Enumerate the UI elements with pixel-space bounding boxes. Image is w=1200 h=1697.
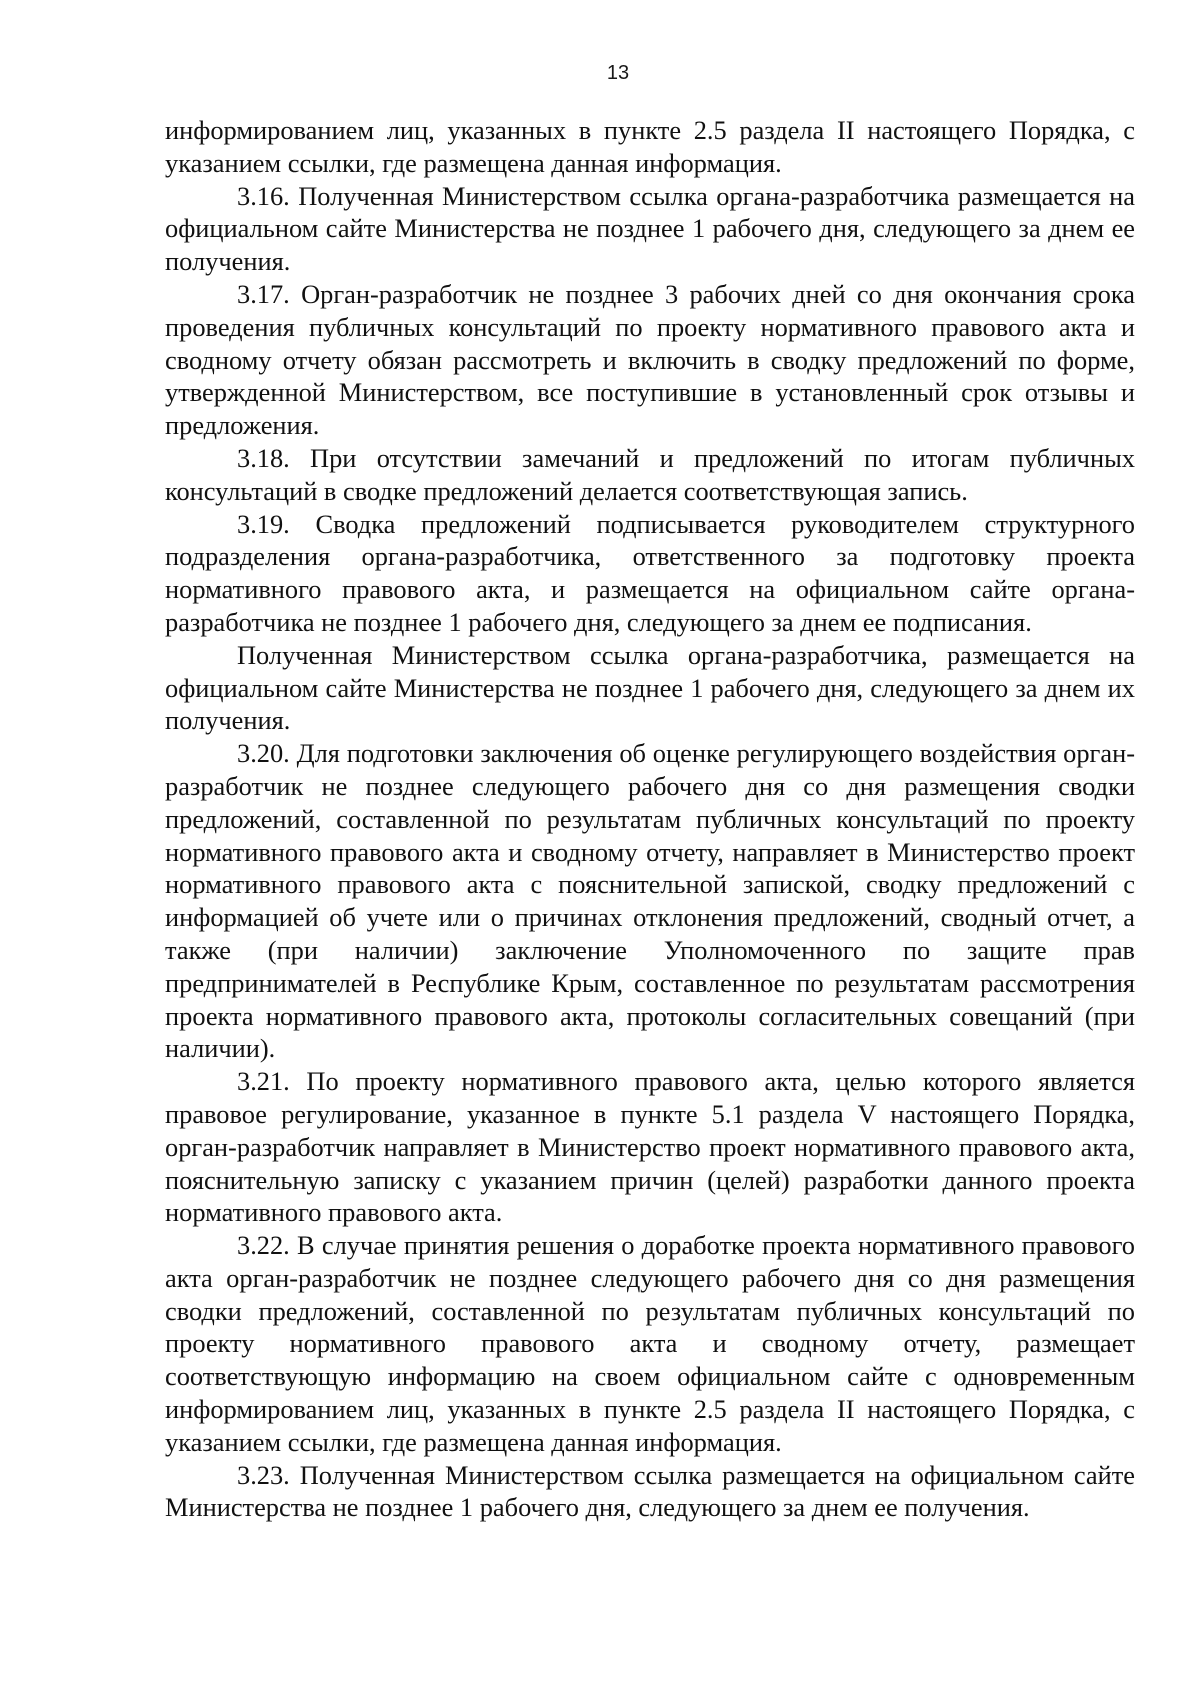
paragraph-3-22: 3.22. В случае принятия решения о доработке проекта нормативного правового акта орган-разработчик не позднее следующего рабочего дня со дня размещения сводки предложений, составленной по результатам публичных консультаций по проекту нормативного правового акта и сводному отчету, размещает соответствующую информацию на своем официальном сайте с одновременным информированием лиц, указанных в пункте 2.5 раздела II настоящего Порядка, с указанием ссылки, где размещена данная информация. [165, 1230, 1135, 1457]
paragraph-3-17: 3.17. Орган-разработчик не позднее 3 рабочих дней со дня окончания срока проведения публичных консультаций по проекту нормативного правового акта и сводному отчету обязан рассмотреть и включить в сводку предложений по форме, утвержденной Министерством, все поступившие в установленный срок отзывы и предложения. [165, 278, 1135, 441]
paragraph-3-19-link: Полученная Министерством ссылка органа-разработчика, размещается на официальном сайте Министерства не позднее 1 рабочего дня, следующего за днем их получения. [165, 639, 1135, 736]
paragraph-continuation: информированием лиц, указанных в пункте 2.5 раздела II настоящего Порядка, с указанием ссылки, где размещена данная информация. [165, 115, 1135, 178]
paragraph-3-23: 3.23. Полученная Министерством ссылка размещается на официальном сайте Министерства не позднее 1 рабочего дня, следующего за днем ее получения. [165, 1459, 1135, 1523]
paragraph-3-19: 3.19. Сводка предложений подписывается руководителем структурного подразделения органа-разработчика, ответственного за подготовку проекта нормативного правового акта, и размещается на официальном сайте органа-разработчика не позднее 1 рабочего дня, следующего за днем ее подписания. [165, 508, 1135, 637]
document-body [165, 114, 1135, 1524]
paragraph-3-21: 3.21. По проекту нормативного правового акта, целью которого является правовое регулирование, указанное в пункте 5.1 раздела V настоящего Порядка, орган-разработчик направляет в Министерство проект нормативного правового акта, пояснительную записку с указанием причин (целей) разработки данного проекта нормативного правового акта. [165, 1066, 1135, 1228]
page-number: 13 [606, 62, 630, 84]
paragraph-3-16: 3.16. Полученная Министерством ссылка органа-разработчика размещается на официальном сайте Министерства не позднее 1 рабочего дня, следующего за днем ее получения. [165, 180, 1135, 277]
paragraph-3-20: 3.20. Для подготовки заключения об оценке регулирующего воздействия орган-разработчик не позднее следующего рабочего дня со дня размещения сводки предложений, составленной по результатам публичных консультаций по проекту нормативного правового акта и сводному отчету, направляет в Министерство проект нормативного правового акта с пояснительной запиской, сводку предложений с информацией об учете или о причинах отклонения предложений, сводный отчет, а также (при наличии) заключение Уполномоченного по защите прав предпринимателей в Республике Крым, составленное по результатам рассмотрения проекта нормативного правового акта, протоколы согласительных совещаний (при наличии). [165, 738, 1135, 1064]
paragraph-3-18: 3.18. При отсутствии замечаний и предложений по итогам публичных консультаций в сводке предложений делается соответствующая запись. [165, 442, 1135, 506]
